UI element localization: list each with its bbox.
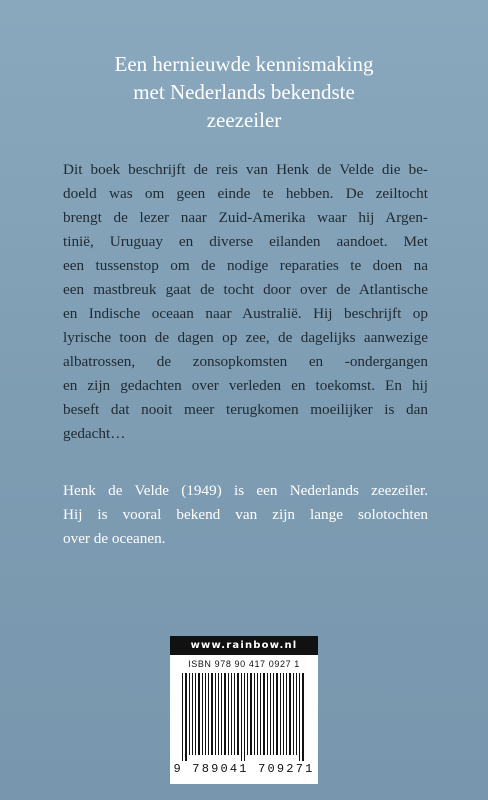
barcode-bar	[257, 673, 258, 755]
description-line: gedacht…	[63, 425, 126, 442]
description-line: beseft dat nooit meer terugkomen moeilijker is dan	[63, 401, 428, 418]
barcode-bar	[267, 673, 268, 755]
barcode-bar	[208, 673, 209, 755]
barcode-bar	[302, 673, 304, 761]
barcode-bar	[185, 673, 187, 761]
description-line: Dit boek beschrijft de reis van Henk de Velde die be-	[63, 161, 428, 178]
description-line: brengt de lezer naar Zuid-Amerika waar hij Argen-	[63, 209, 428, 226]
barcode-bar	[237, 673, 239, 755]
bio-line: over de oceanen.	[63, 530, 166, 547]
barcode-bar	[273, 673, 274, 755]
description-line: tinië, Uruguay en diverse eilanden aandoet. Met	[63, 233, 428, 250]
bio-line: Henk de Velde (1949) is een Nederlands zeezeiler.	[63, 482, 428, 499]
barcode-bar	[270, 673, 271, 755]
barcode-bar	[182, 673, 183, 761]
barcode-bar	[293, 673, 294, 755]
barcode-bar	[224, 673, 226, 755]
barcode-bar	[283, 673, 284, 755]
barcode-bar	[289, 673, 291, 755]
barcode-bar	[221, 673, 222, 755]
description-line: doeld was om geen einde te hebben. De zeiltocht	[63, 185, 428, 202]
description-line: en Indische oceaan naar Australië. Hij beschrijft op	[63, 305, 428, 322]
barcode-bar	[250, 673, 252, 755]
barcode-bars	[180, 673, 308, 761]
barcode-panel	[170, 636, 318, 784]
barcode-bar	[280, 673, 281, 755]
barcode-bar	[254, 673, 255, 755]
barcode-bar	[195, 673, 196, 755]
author-bio	[63, 479, 428, 551]
barcode-bar	[211, 673, 213, 755]
barcode-bar	[296, 673, 297, 755]
barcode-bar	[299, 673, 300, 761]
barcode-bar	[286, 673, 287, 755]
barcode-bar	[189, 673, 190, 755]
barcode-digits: 9 789041 709271	[173, 762, 315, 776]
description-line: en zijn gedachten over verleden en toekomst. En hij	[63, 377, 428, 394]
description-line: een tussenstop om de nodige reparaties te doen na	[63, 257, 428, 274]
barcode-bar	[228, 673, 229, 755]
barcode-bar	[218, 673, 219, 755]
barcode-bar	[260, 673, 261, 755]
barcode-bar	[241, 673, 242, 761]
barcode-bar	[198, 673, 200, 755]
publisher-url: www.rainbow.nl	[170, 636, 318, 655]
barcode-bar	[231, 673, 232, 755]
barcode-bar	[234, 673, 235, 755]
barcode-bar	[247, 673, 248, 755]
barcode-bar	[202, 673, 203, 755]
description-line: albatrossen, de zonsopkomsten en -ondergangen	[63, 353, 428, 370]
headline-line: zeezeiler	[206, 108, 282, 132]
description-line: een mastbreuk gaat de tocht door over de Atlantische	[63, 281, 428, 298]
barcode-bar	[192, 673, 193, 755]
barcode-bar	[263, 673, 265, 755]
barcode-bar	[276, 673, 278, 755]
description-line: lyrische toon de dagen op zee, de dagelijks aanwezige	[63, 329, 428, 346]
headline-line: met Nederlands bekendste	[133, 80, 355, 104]
isbn-label: ISBN 978 90 417 0927 1	[188, 659, 300, 669]
barcode-bar	[215, 673, 216, 755]
headline-line: Een hernieuwde kennismaking	[114, 52, 374, 76]
cover-headline	[0, 50, 488, 134]
book-description	[63, 158, 428, 446]
barcode-bar	[205, 673, 206, 755]
bio-line: Hij is vooral bekend van zijn lange solotochten	[63, 506, 428, 523]
barcode-bar	[244, 673, 245, 761]
